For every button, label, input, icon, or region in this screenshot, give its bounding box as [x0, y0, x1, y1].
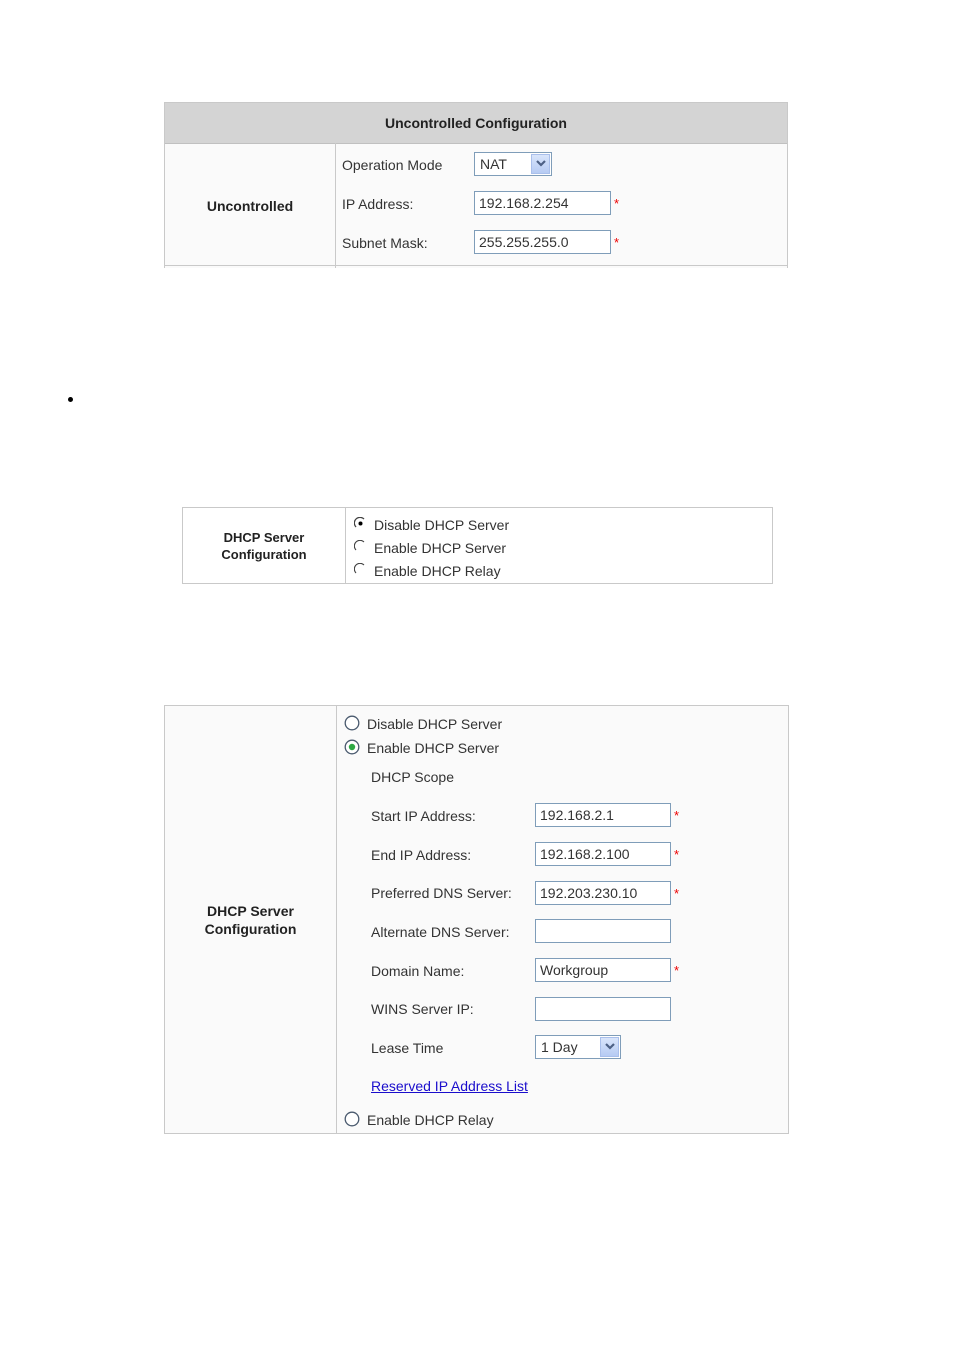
bullet-point [68, 397, 73, 402]
required-mark: * [674, 886, 680, 901]
chevron-down-icon[interactable] [531, 154, 550, 174]
start-ip-input[interactable]: 192.168.2.1 [535, 803, 671, 827]
dhcp-scope-heading: DHCP Scope [371, 769, 455, 785]
section-label [165, 706, 337, 1133]
table-title: Uncontrolled Configuration [165, 103, 787, 144]
start-ip-label: Start IP Address: [371, 808, 476, 824]
required-mark: * [614, 235, 620, 250]
label-line-1: DHCP Server [223, 529, 305, 545]
required-mark: * [674, 847, 680, 862]
alternate-dns-label: Alternate DNS Server: [371, 924, 510, 940]
label-line-1: DHCP Server [207, 902, 294, 919]
radio-enable-relay[interactable] [344, 1111, 360, 1127]
radio-disable-dhcp-selected[interactable] [354, 517, 367, 530]
option-enable-dhcp-label[interactable]: Enable DHCP Server [367, 740, 500, 756]
radio-enable-dhcp-selected[interactable] [344, 739, 360, 755]
chevron-down-icon[interactable] [600, 1037, 619, 1057]
wins-server-input[interactable] [535, 997, 671, 1021]
required-mark: * [674, 963, 680, 978]
label-line-2: Configuration [221, 546, 307, 562]
dhcp-simple-table [182, 507, 773, 584]
radio-disable-dhcp[interactable] [344, 715, 360, 731]
option-disable-dhcp-label[interactable]: Disable DHCP Server [367, 716, 503, 732]
lease-time-value: 1 Day [541, 1039, 578, 1055]
option-enable-relay-label[interactable]: Enable DHCP Relay [367, 1112, 494, 1128]
preferred-dns-input[interactable]: 192.203.230.10 [535, 881, 671, 905]
section-label [183, 508, 346, 583]
label-line-2: Configuration [204, 920, 297, 937]
end-ip-input[interactable]: 192.168.2.100 [535, 842, 671, 866]
operation-mode-label: Operation Mode [342, 157, 443, 173]
divider [165, 265, 787, 266]
radio-enable-dhcp[interactable] [354, 540, 367, 553]
preferred-dns-label: Preferred DNS Server: [371, 885, 512, 901]
subnet-mask-label: Subnet Mask: [342, 235, 428, 251]
lease-time-label: Lease Time [371, 1040, 444, 1056]
alternate-dns-input[interactable] [535, 919, 671, 943]
option-disable-dhcp-label[interactable]: Disable DHCP Server [374, 517, 510, 533]
reserved-ip-address-list-link[interactable]: Reserved IP Address List [371, 1078, 528, 1094]
required-mark: * [614, 196, 620, 211]
ip-address-input[interactable]: 192.168.2.254 [474, 191, 611, 215]
ip-address-label: IP Address: [342, 196, 414, 212]
lease-time-select[interactable] [535, 1035, 621, 1059]
option-enable-relay-label[interactable]: Enable DHCP Relay [374, 563, 501, 579]
uncontrolled-config-table [164, 102, 788, 268]
operation-mode-select[interactable] [474, 152, 552, 176]
domain-name-input[interactable]: Workgroup [535, 958, 671, 982]
option-enable-dhcp-label[interactable]: Enable DHCP Server [374, 540, 507, 556]
domain-name-label: Domain Name: [371, 963, 465, 979]
required-mark: * [674, 808, 680, 823]
subnet-mask-input[interactable]: 255.255.255.0 [474, 230, 611, 254]
radio-enable-relay[interactable] [354, 563, 367, 576]
wins-server-label: WINS Server IP: [371, 1001, 474, 1017]
end-ip-label: End IP Address: [371, 847, 472, 863]
section-label: Uncontrolled [165, 143, 336, 268]
operation-mode-value: NAT [480, 156, 507, 172]
dhcp-detail-table [164, 705, 789, 1134]
